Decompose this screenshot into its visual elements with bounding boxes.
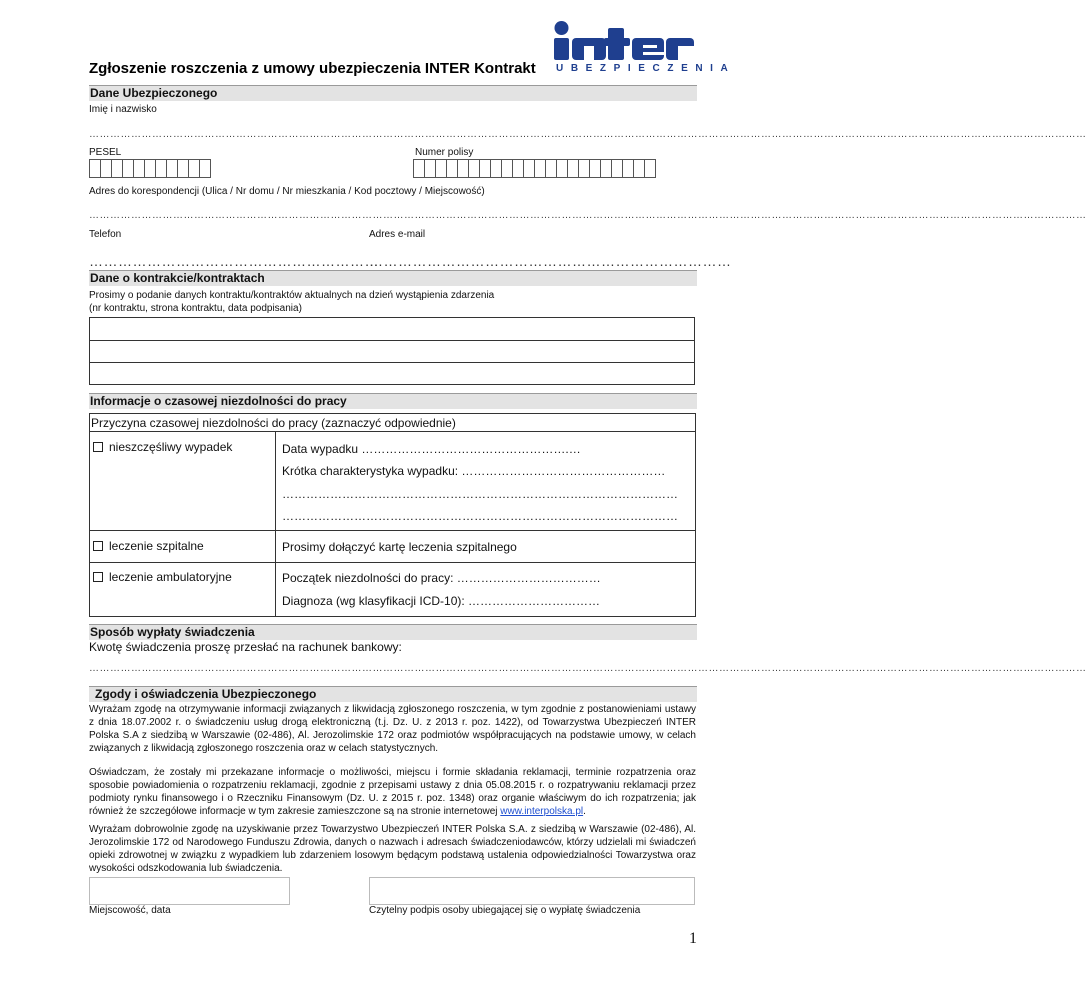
- section-header-contracts: [89, 270, 697, 286]
- contracts-desc-line2: (nr kontraktu, strona kontraktu, data podpisania): [89, 303, 302, 314]
- contract-row-3[interactable]: [89, 362, 695, 385]
- email-label: Adres e-mail: [369, 229, 426, 240]
- pesel-boxes[interactable]: [89, 159, 210, 178]
- consent-paragraph-3: Wyrażam dobrowolnie zgodę na uzyskiwanie przez Towarzystwo Ubezpieczeń INTER Polska S.A. z siedzibą w Warszawie (02-486), Al. Jerozolimskie 172 od Narodowego Funduszu Zdrowia, danych o nazwach i adresach świadczeniodawców, którzy udzielali mi świadczeń opieki zdrowotnej w związku z wypadkiem lub zdarzeniem losowym będącym podstawą ustalenia odpowiedzialności Towarzystwa oraz wysokości odszkodowania lub świadczenia.: [89, 824, 696, 874]
- pesel-label: PESEL: [89, 147, 122, 158]
- phone-field[interactable]: ……………………………………………………: [89, 253, 379, 269]
- consent-paragraph-2: Oświadczam, że zostały mi przekazane informacje o możliwości, miejscu i formie składania reklamacji, terminie rozpatrzenia oraz sposobie powiadomienia o rozpatrzeniu reklamacji, zgodnie z przepisami ustawy z dnia 05.08.2015 r. o rozpatrywaniu reklamacji przez podmioty rynku finansowego i o Rzeczniku Finansowym (Dz. U. z 2015 r. poz. 1348) oraz organie właściwym do ich rozpatrzenia; jak również że szczegółowe informacje w tym zakresie zamieszczone są na stronie internetowej www.interpolska.pl.: [89, 767, 696, 817]
- consent-paragraph-1: Wyrażam zgodę na otrzymywanie informacji związanych z likwidacją zgłoszonego roszczenia, w tym zgodnie z postanowieniami ustawy z dnia 18.07.2002 r. o świadczeniu usług drogą elektroniczną (t.j. Dz. U. z 2013 r. poz. 1422), od Towarzystwa Ubezpieczeń INTER Polska S.A z siedzibą w Warszawie (02-486), Al. Jerozolimskie 172 oraz podmiotów współpracujących na podstawie umowy, w celach związanych z likwidacją zgłoszonego roszczenia oraz w celach statystycznych.: [89, 704, 696, 754]
- page-number: 1: [689, 930, 697, 947]
- option-outpatient[interactable]: [93, 570, 232, 584]
- hospital-note: Prosimy dołączyć kartę leczenia szpitalnego: [282, 540, 517, 554]
- interpolska-link[interactable]: www.interpolska.pl: [500, 806, 584, 817]
- option-accident[interactable]: [93, 440, 232, 454]
- policy-boxes[interactable]: [413, 159, 655, 178]
- policy-label: Numer polisy: [415, 147, 474, 158]
- section-header-insured: [89, 85, 697, 101]
- section-title: Zgody i oświadczenia Ubezpieczonego: [95, 687, 317, 701]
- place-date-box[interactable]: [89, 877, 290, 905]
- hospital-checkbox[interactable]: [93, 541, 103, 551]
- accident-description[interactable]: Krótka charakterystyka wypadku: ……………………………………………: [282, 464, 666, 478]
- name-field[interactable]: ……………………………………………………………………………………………………………………………………………………………………………………………………………………………………………………………: [89, 129, 1087, 140]
- payment-text: Kwotę świadczenia proszę przesłać na rachunek bankowy:: [89, 640, 402, 654]
- accident-dots-line-2[interactable]: ………………………………………………………………………………………: [282, 509, 678, 523]
- section-title: Dane Ubezpieczonego: [90, 86, 218, 100]
- outpatient-label: leczenie ambulatoryjne: [109, 570, 232, 584]
- phone-label: Telefon: [89, 229, 122, 240]
- diagnosis[interactable]: Diagnoza (wg klasyfikacji ICD-10): ……………………………: [282, 594, 601, 608]
- option-hospital[interactable]: [93, 539, 204, 553]
- email-field[interactable]: …………………………………………………………………: [369, 253, 732, 269]
- name-label: Imię i nazwisko: [89, 104, 157, 115]
- accident-date[interactable]: Data wypadku …………………………………………….…: [282, 442, 581, 456]
- section-header-incapacity: [89, 393, 697, 409]
- address-label: Adres do korespondencji (Ulica / Nr domu / Nr mieszkania / Kod pocztowy / Miejscowość): [89, 186, 485, 197]
- outpatient-checkbox[interactable]: [93, 572, 103, 582]
- section-title: Dane o kontrakcie/kontraktach: [90, 271, 265, 285]
- signature-box[interactable]: [369, 877, 695, 905]
- incapacity-start[interactable]: Początek niezdolności do pracy: ………………………………: [282, 571, 601, 585]
- section-title: Sposób wypłaty świadczenia: [90, 625, 255, 639]
- contract-row-1[interactable]: [89, 317, 695, 341]
- contracts-desc-line1: Prosimy o podanie danych kontraktu/kontraktów aktualnych na dzień wystąpienia zdarzenia: [89, 290, 495, 301]
- section-header-consents: [89, 686, 697, 702]
- logo-subtitle: UBEZPIECZENIA: [556, 63, 736, 74]
- hospital-label: leczenie szpitalne: [109, 539, 204, 553]
- section-title: Informacje o czasowej niezdolności do pracy: [90, 394, 347, 408]
- document-title: Zgłoszenie roszczenia z umowy ubezpieczenia INTER Kontrakt: [89, 60, 536, 77]
- address-field[interactable]: ……………………………………………………………………………………………………………………………………………………………………………………………………………………………………………………………: [89, 210, 1087, 221]
- accident-label: nieszczęśliwy wypadek: [109, 440, 233, 454]
- incapacity-table-header: Przyczyna czasowej niezdolności do pracy (zaznaczyć odpowiednie): [91, 416, 456, 430]
- accident-dots-line-1[interactable]: ………………………………………………………………………………………: [282, 487, 678, 501]
- section-header-payment: [89, 624, 697, 640]
- contract-row-2[interactable]: [89, 340, 695, 363]
- place-date-label: Miejscowość, data: [89, 905, 171, 916]
- accident-checkbox[interactable]: [93, 442, 103, 452]
- bank-account-field[interactable]: ……………………………………………………………………………………………………………………………………………………………………………………………………………………………………………………………: [89, 663, 1087, 674]
- signature-label: Czytelny podpis osoby ubiegającej się o wypłatę świadczenia: [369, 905, 641, 916]
